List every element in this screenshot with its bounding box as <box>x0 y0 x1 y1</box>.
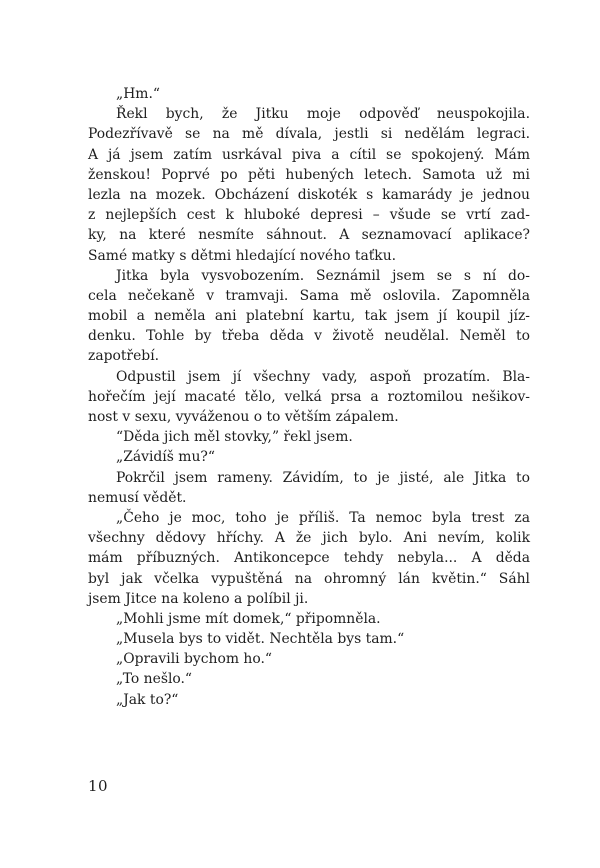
text-line: denku. Tohle by třeba děda v životě neudělal. Neměl to <box>88 328 530 345</box>
text-line: A já jsem zatím usrkával piva a cítil se spokojený. Mám <box>88 146 530 163</box>
page-number: 10 <box>88 777 109 795</box>
text-line: „Musela bys to vidět. Nechtěla bys tam.“ <box>116 631 405 648</box>
text-line: všechny dědovy hříchy. A že jich bylo. Ani nevím, kolik <box>88 530 530 547</box>
text-line: Samé matky s dětmi hledající nového taťku. <box>88 247 397 264</box>
page-body-text <box>88 84 530 710</box>
text-line: Podezřívavě se na mě dívala, jestli si nedělám legraci. <box>88 126 530 143</box>
text-line: Pokrčil jsem rameny. Závidím, to je jisté, ale Jitka to <box>116 469 530 486</box>
text-line: ky, na které nesmíte sáhnout. A seznamovací aplikace? <box>88 227 530 244</box>
text-line: mobil a neměla ani platební kartu, tak jsem jí koupil jíz- <box>88 308 530 325</box>
text-line: nemusí vědět. <box>88 489 187 506</box>
text-line: „Čeho je moc, toho je příliš. Ta nemoc byla trest za <box>116 509 530 526</box>
text-line: ženskou! Poprvé po pěti hubených letech. Samota už mi <box>88 166 530 183</box>
text-line: „Závidíš mu?“ <box>116 449 215 466</box>
text-line: nost v sexu, vyváženou o to větším zápalem. <box>88 409 399 425</box>
text-line: „Opravili bychom ho.“ <box>116 651 272 668</box>
text-line: „To nešlo.“ <box>116 671 193 688</box>
text-line: Řekl bych, že Jitku moje odpověď neuspokojila. <box>116 106 530 123</box>
text-line: „Mohli jsme mít domek,“ připomněla. <box>116 610 381 627</box>
text-line: „Hm.“ <box>116 86 160 102</box>
text-line: “Děda jich měl stovky,” řekl jsem. <box>116 429 353 446</box>
text-line: z nejlepších cest k hluboké depresi – všude se vrtí zad- <box>88 207 530 224</box>
text-line: lezla na mozek. Obcházení diskoték s kamarády je jednou <box>88 186 530 203</box>
text-line: byl jak včelka vypuštěná na ohromný lán květin.“ Sáhl <box>88 570 530 587</box>
text-line: Jitka byla vysvobozením. Seznámil jsem se s ní do- <box>116 267 530 284</box>
text-line: „Jak to?“ <box>116 691 179 708</box>
text-line: hořečím její macaté tělo, velká prsa a roztomilou nešikov- <box>88 388 530 405</box>
text-line: Odpustil jsem jí všechny vady, aspoň prozatím. Bla- <box>116 368 530 385</box>
text-line: jsem Jitce na koleno a políbil ji. <box>88 590 309 607</box>
text-line: zapotřebí. <box>88 348 160 365</box>
text-line: mám příbuzných. Antikoncepce tehdy nebyla... A děda <box>88 550 530 567</box>
text-line: cela nečekaně v tramvaji. Sama mě oslovila. Zapomněla <box>88 287 530 304</box>
